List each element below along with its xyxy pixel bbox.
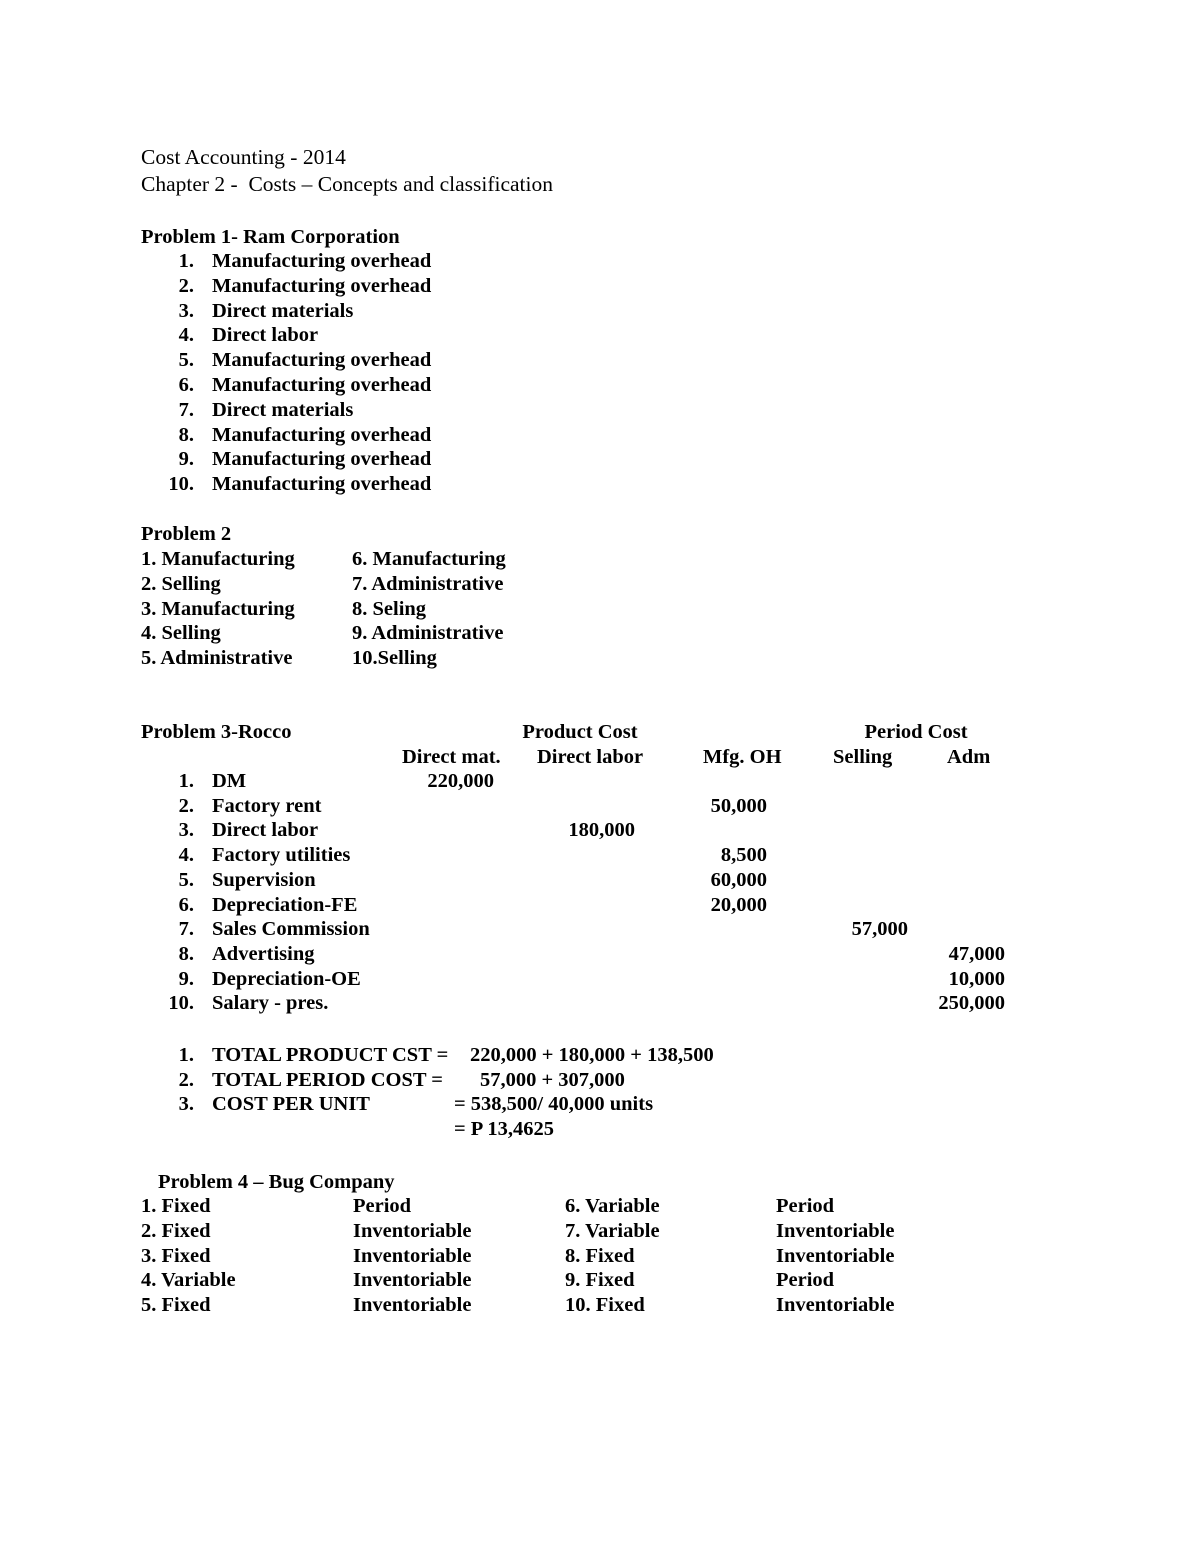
summary-value: 57,000 + 307,000 xyxy=(480,1068,625,1091)
summary-value: = 538,500/ 40,000 units xyxy=(454,1093,654,1116)
summary-label: TOTAL PERIOD COST = xyxy=(212,1068,443,1091)
table-row-label: Advertising xyxy=(212,942,315,965)
table-cell: Inventoriable xyxy=(353,1294,472,1317)
table-cell-oh: 20,000 xyxy=(710,893,767,916)
list-item: 9. Administrative xyxy=(352,622,504,645)
list-item: 1. Manufacturing xyxy=(141,548,295,570)
table-cell: Inventoriable xyxy=(776,1294,895,1317)
table-row-label: Depreciation-FE xyxy=(212,893,358,916)
table-cell-oh: 60,000 xyxy=(710,868,767,891)
table-row-label: Supervision xyxy=(212,868,316,891)
document-title: Cost Accounting - 2014 xyxy=(141,145,346,169)
column-header-direct-labor: Direct labor xyxy=(537,746,644,768)
table-row-label: DM xyxy=(212,770,247,792)
table-cell-adm: 47,000 xyxy=(948,942,1005,965)
table-row-number: 1. xyxy=(178,770,194,792)
summary-number: 1. xyxy=(178,1044,194,1066)
period-cost-group-header: Period Cost xyxy=(864,721,968,743)
table-row-number: 9. xyxy=(178,967,194,990)
table-cell: 7. Variable xyxy=(565,1219,660,1242)
table-row-number: 4. xyxy=(178,844,194,867)
table-cell: 10. Fixed xyxy=(565,1294,645,1317)
table-cell-oh: 50,000 xyxy=(710,794,767,817)
list-item-text: Direct labor xyxy=(212,324,319,347)
column-header-direct-mat: Direct mat. xyxy=(402,746,501,768)
table-cell: Inventoriable xyxy=(353,1269,472,1292)
list-item: 5. Administrative xyxy=(141,647,293,670)
list-item-number: 1. xyxy=(178,250,194,272)
table-cell: Inventoriable xyxy=(353,1219,472,1242)
list-item-number: 5. xyxy=(178,349,194,372)
list-item-text: Manufacturing overhead xyxy=(212,473,432,496)
list-item-number: 6. xyxy=(178,374,194,396)
table-cell: Inventoriable xyxy=(776,1219,895,1242)
table-cell-sell: 57,000 xyxy=(851,918,908,941)
list-item-number: 7. xyxy=(178,398,194,421)
product-cost-group-header: Product Cost xyxy=(522,721,638,743)
table-cell: 4. Variable xyxy=(141,1269,236,1292)
summary-label: COST PER UNIT xyxy=(212,1093,370,1116)
table-row-label: Salary - pres. xyxy=(212,992,329,1015)
table-cell: 5. Fixed xyxy=(141,1294,211,1317)
table-row-number: 8. xyxy=(178,942,194,965)
table-cell: 2. Fixed xyxy=(141,1219,211,1242)
table-row-label: Sales Commission xyxy=(212,918,370,941)
column-header-adm: Adm xyxy=(947,746,991,768)
problem1-heading: Problem 1- Ram Corporation xyxy=(141,226,400,248)
list-item-text: Direct materials xyxy=(212,398,354,421)
list-item-text: Manufacturing overhead xyxy=(212,374,432,396)
table-cell: Period xyxy=(776,1269,835,1292)
summary-number: 3. xyxy=(178,1093,194,1116)
table-cell: 9. Fixed xyxy=(565,1269,635,1292)
table-row-number: 5. xyxy=(178,868,194,891)
list-item-text: Manufacturing overhead xyxy=(212,448,432,471)
table-cell: Period xyxy=(776,1195,835,1217)
problem4-heading: Problem 4 – Bug Company xyxy=(158,1171,395,1193)
chapter-title: Chapter 2 - Costs – Concepts and classification xyxy=(141,172,554,196)
list-item: 4. Selling xyxy=(141,622,221,645)
list-item-number: 9. xyxy=(178,448,194,471)
list-item-number: 2. xyxy=(178,274,194,297)
problem2-heading: Problem 2 xyxy=(141,523,232,545)
list-item-number: 3. xyxy=(178,299,194,322)
list-item-number: 4. xyxy=(178,324,194,347)
list-item: 2. Selling xyxy=(141,572,221,595)
summary-value: 220,000 + 180,000 + 138,500 xyxy=(470,1044,714,1066)
table-row-label: Depreciation-OE xyxy=(212,967,361,990)
table-cell-adm: 10,000 xyxy=(948,967,1005,990)
table-cell: Period xyxy=(353,1195,412,1217)
table-row-label: Direct labor xyxy=(212,819,319,842)
list-item-text: Manufacturing overhead xyxy=(212,274,432,297)
list-item: 7. Administrative xyxy=(352,572,504,595)
table-cell: 8. Fixed xyxy=(565,1244,635,1267)
table-row-number: 3. xyxy=(178,819,194,842)
list-item-number: 8. xyxy=(178,423,194,446)
table-row-label: Factory rent xyxy=(212,794,322,817)
list-item-text: Manufacturing overhead xyxy=(212,349,432,372)
table-cell: Inventoriable xyxy=(353,1244,472,1267)
column-header-mfg-oh: Mfg. OH xyxy=(703,746,782,768)
list-item-number: 10. xyxy=(168,473,194,496)
table-row-number: 7. xyxy=(178,918,194,941)
list-item: 6. Manufacturing xyxy=(352,548,506,570)
list-item-text: Manufacturing overhead xyxy=(212,250,432,272)
table-cell: Inventoriable xyxy=(776,1244,895,1267)
list-item: 8. Seling xyxy=(352,597,427,620)
table-row-number: 2. xyxy=(178,794,194,817)
table-cell-adm: 250,000 xyxy=(938,992,1005,1015)
table-cell-dm: 220,000 xyxy=(427,770,494,792)
table-cell: 3. Fixed xyxy=(141,1244,211,1267)
list-item-text: Direct materials xyxy=(212,299,354,322)
column-header-selling: Selling xyxy=(833,746,893,768)
problem3-heading: Problem 3-Rocco xyxy=(141,721,292,743)
table-cell-dl: 180,000 xyxy=(568,819,635,842)
list-item-text: Manufacturing overhead xyxy=(212,423,432,446)
summary-number: 2. xyxy=(178,1068,194,1091)
table-row-number: 6. xyxy=(178,893,194,916)
list-item: 3. Manufacturing xyxy=(141,597,295,620)
summary-label: TOTAL PRODUCT CST = xyxy=(212,1044,449,1066)
table-cell: 1. Fixed xyxy=(141,1195,211,1217)
list-item: 10.Selling xyxy=(352,647,437,670)
table-row-number: 10. xyxy=(168,992,194,1015)
table-cell: 6. Variable xyxy=(565,1195,660,1217)
table-row-label: Factory utilities xyxy=(212,844,351,867)
summary-value: = P 13,4625 xyxy=(454,1118,554,1141)
table-cell-oh: 8,500 xyxy=(720,844,767,867)
